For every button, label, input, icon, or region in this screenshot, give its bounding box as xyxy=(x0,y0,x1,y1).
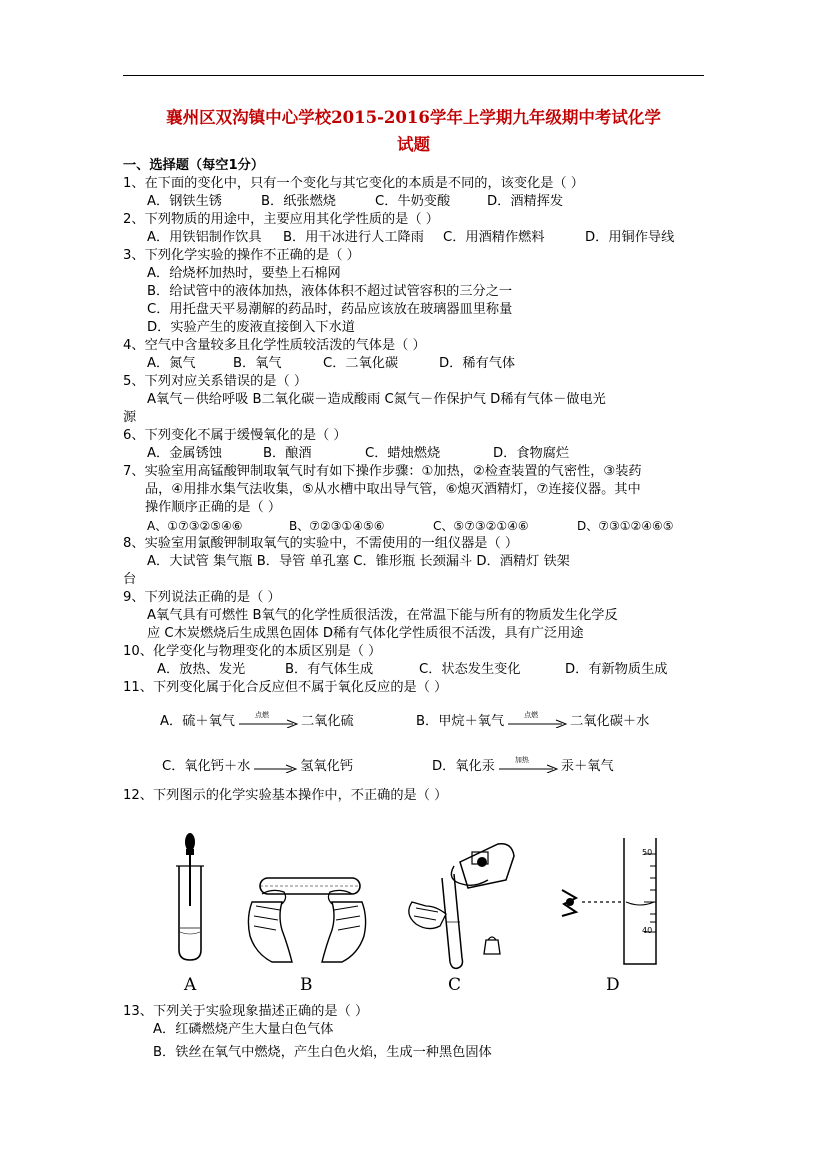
equation-a xyxy=(160,710,354,729)
header-rule xyxy=(123,75,704,76)
question-8-stem: 8、实验室用氯酸钾制取氧气的实验中，不需使用的一组仪器是（ ） xyxy=(123,536,519,551)
question-10-stem: 10、化学变化与物理变化的本质区别是（ ） xyxy=(123,644,382,659)
option-c: C．蜡烛燃烧 xyxy=(365,446,441,461)
question-3-option-d: D．实验产生的废液直接倒入下水道 xyxy=(147,320,355,335)
question-2-options xyxy=(123,229,737,247)
option-d: D．用铜作导线 xyxy=(585,230,675,245)
option-c: C．二氧化碳 xyxy=(323,356,399,371)
equation-c-products: 氢氧化钙 xyxy=(300,759,354,774)
question-13-option-a: A．红磷燃烧产生大量白色气体 xyxy=(153,1022,334,1037)
option-b: B．用干冰进行人工降雨 xyxy=(283,230,424,245)
question-3-option-b: B．给试管中的液体加热，液体体积不超过试管容积的三分之一 xyxy=(147,284,513,299)
question-3-option-a: A．给烧杯加热时，要垫上石棉网 xyxy=(147,266,341,281)
equation-c xyxy=(162,755,353,774)
question-7-stem-cont2: 操作顺序正确的是（ ） xyxy=(145,500,282,515)
question-13-stem: 13、下列关于实验现象描述正确的是（ ） xyxy=(123,1004,369,1019)
option-c: C．用酒精作燃料 xyxy=(443,230,545,245)
question-1-options xyxy=(123,193,737,211)
question-13-option-b: B．铁丝在氧气中燃烧，产生白色火焰，生成一种黑色固体 xyxy=(153,1045,492,1060)
question-8-options: A．大试管 集气瓶 B．导管 单孔塞 C．锥形瓶 长颈漏斗 D．酒精灯 铁架 xyxy=(147,554,570,569)
question-9-stem: 9、下列说法正确的是（ ） xyxy=(123,590,281,605)
option-b: B．纸张燃烧 xyxy=(261,194,336,209)
question-7-stem: 7、实验室用高锰酸钾制取氧气时有如下操作步骤：①加热，②检查装置的气密性，③装药 xyxy=(123,464,642,479)
document-title: 襄州区双沟镇中心学校2015-2016学年上学期九年级期中考试化学 xyxy=(166,108,661,127)
question-4-options xyxy=(123,355,737,373)
equation-b-reactants: B．甲烷＋氧气 xyxy=(416,714,505,729)
option-a: A．氮气 xyxy=(147,356,196,371)
question-11-stem: 11、下列变化属于化合反应但不属于氧化反应的是（ ） xyxy=(123,680,448,695)
document-title-continued: 试题 xyxy=(397,135,430,154)
option-a: A．金属锈蚀 xyxy=(147,446,222,461)
question-3-option-c: C．用托盘天平易潮解的药品时，药品应该放在玻璃器皿里称量 xyxy=(147,302,513,317)
cylinder-mark-50: 50 xyxy=(642,848,653,857)
figure-a-dropper-illustration xyxy=(168,832,212,962)
question-5-options: A氧气－供给呼吸 B二氧化碳－造成酸雨 C氮气－作保护气 D稀有气体－做电光 xyxy=(147,392,606,407)
option-a: A、①⑦③②⑤④⑥ xyxy=(147,519,243,533)
section-heading: 一、选择题（每空1分） xyxy=(123,158,265,173)
figure-c-label: C xyxy=(448,975,462,995)
question-8-options-wrap: 台 xyxy=(123,572,137,587)
option-a: A．用铁铝制作饮具 xyxy=(147,230,262,245)
figure-c-pouring-illustration xyxy=(402,822,522,972)
question-9-options-1: A氧气具有可燃性 B氧气的化学性质很活泼，在常温下能与所有的物质发生化学反 xyxy=(147,608,618,623)
question-3-stem: 3、下列化学实验的操作不正确的是（ ） xyxy=(123,248,360,263)
reaction-condition: 点燃 xyxy=(524,710,539,719)
equation-d-reactants: D．氧化汞 xyxy=(432,759,495,774)
option-d: D．酒精挥发 xyxy=(487,194,564,209)
question-6-options xyxy=(123,445,737,463)
question-6-stem: 6、下列变化不属于缓慢氧化的是（ ） xyxy=(123,428,347,443)
equation-a-products: 二氧化硫 xyxy=(300,714,354,729)
figure-b-hands-tube-illustration xyxy=(242,858,372,968)
equation-d-products: 汞＋氧气 xyxy=(560,759,614,774)
reaction-arrow xyxy=(506,710,568,726)
reaction-condition: 加热 xyxy=(514,755,529,764)
option-c: C．状态发生变化 xyxy=(419,662,521,677)
question-7-stem-cont: 品，④用排水集气法收集，⑤从水槽中取出导气管，⑥熄灭酒精灯，⑦连接仪器。其中 xyxy=(145,482,641,497)
option-b: B、⑦②③①④⑤⑥ xyxy=(289,519,385,533)
option-a: A．钢铁生锈 xyxy=(147,194,222,209)
reaction-arrow xyxy=(497,755,559,771)
option-d: D．食物腐烂 xyxy=(493,446,570,461)
option-d: D．有新物质生成 xyxy=(565,662,668,677)
question-1-stem: 1、在下面的变化中，只有一个变化与其它变化的本质是不同的，该变化是（ ） xyxy=(123,176,584,191)
question-10-options xyxy=(123,661,747,679)
reaction-condition: 点燃 xyxy=(254,710,269,719)
equation-b-products: 二氧化碳＋水 xyxy=(570,714,650,729)
option-b: B．酿酒 xyxy=(263,446,312,461)
equation-c-reactants: C．氧化钙＋水 xyxy=(162,759,251,774)
equation-b xyxy=(416,710,649,729)
equation-a-reactants: A．硫＋氧气 xyxy=(160,714,235,729)
question-5-stem: 5、下列对应关系错误的是（ ） xyxy=(123,374,308,389)
question-5-options-wrap: 源 xyxy=(123,410,137,425)
cylinder-mark-40: 40 xyxy=(642,926,653,935)
question-12-stem: 12、下列图示的化学实验基本操作中，不正确的是（ ） xyxy=(123,788,448,803)
option-b: B．有气体生成 xyxy=(285,662,374,677)
option-c: C．牛奶变酸 xyxy=(375,194,451,209)
option-c: C、⑤⑦③②①④⑥ xyxy=(433,519,529,533)
option-d: D．稀有气体 xyxy=(439,356,516,371)
question-7-options xyxy=(123,517,737,535)
figure-d-label: D xyxy=(606,975,620,995)
equation-d xyxy=(432,755,614,774)
question-2-stem: 2、下列物质的用途中，主要应用其化学性质的是（ ） xyxy=(123,212,439,227)
option-a: A．放热、发光 xyxy=(157,662,246,677)
option-b: B．氧气 xyxy=(233,356,282,371)
figure-a-label: A xyxy=(184,975,197,995)
reaction-arrow xyxy=(252,759,298,771)
reaction-arrow xyxy=(237,710,299,726)
question-9-options-2: 应 C木炭燃烧后生成黑色固体 D稀有气体化学性质很不活泼，具有广泛用途 xyxy=(147,626,584,641)
option-d: D、⑦③①②④⑥⑤ xyxy=(577,519,674,533)
question-4-stem: 4、空气中含量较多且化学性质较活泼的气体是（ ） xyxy=(123,338,426,353)
figure-b-label: B xyxy=(300,975,313,995)
